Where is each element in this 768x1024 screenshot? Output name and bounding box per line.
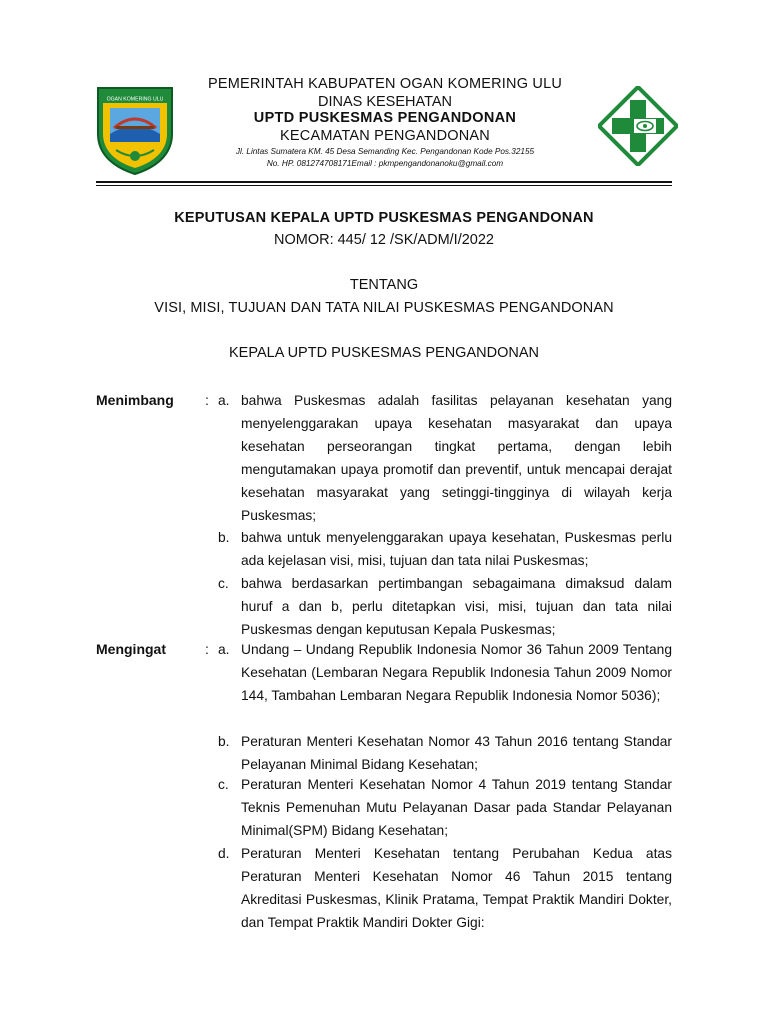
menimbang-colon: : [205, 392, 209, 408]
header-divider [96, 181, 672, 183]
regency-emblem-logo [94, 84, 176, 176]
decree-issuer: KEPALA UPTD PUSKESMAS PENGANDONAN [229, 345, 539, 361]
menimbang-item-a [218, 389, 672, 527]
mengingat-item-a [218, 638, 672, 707]
item-marker: b. [218, 530, 230, 545]
mengingat-colon: : [205, 641, 209, 657]
menimbang-item-b [218, 526, 672, 572]
mengingat-item-c [218, 773, 672, 842]
decree-heading: KEPUTUSAN KEPALA UPTD PUSKESMAS PENGANDONAN [174, 210, 594, 226]
item-text: Peraturan Menteri Kesehatan Nomor 4 Tahun 2019 tentang Standar Teknis Pemenuhan Mutu Pelayanan Dasar pada Standar Pelayanan Minimal(SPM) Bidang Kesehatan; [241, 777, 672, 838]
tentang-label: TENTANG [349, 277, 419, 293]
svg-text:OGAN KOMERING ULU: OGAN KOMERING ULU [106, 96, 164, 103]
menimbang-item-c [218, 572, 672, 641]
mengingat-item-d [218, 842, 672, 934]
item-text: Peraturan Menteri Kesehatan Nomor 43 Tahun 2016 tentang Standar Pelayanan Minimal Bidang Kesehatan; [241, 734, 672, 772]
mengingat-label: Mengingat [96, 641, 166, 657]
item-text: Undang – Undang Republik Indonesia Nomor 36 Tahun 2009 Tentang Kesehatan (Lembaran Negara Republik Indonesia Tahun 2009 Nomor 144, Tambahan Lembaran Negara Republik Indonesia Nomor 5036); [241, 642, 672, 703]
item-marker: a. [218, 642, 230, 657]
item-marker: d. [218, 846, 230, 861]
item-marker: c. [218, 576, 229, 591]
header-address: Jl. Lintas Sumatera KM. 45 Desa Semanding Kec. Pengandonan Kode Pos.32155 [235, 147, 535, 156]
item-marker: a. [218, 393, 230, 408]
puskesmas-cross-logo [598, 86, 678, 166]
mengingat-item-b [218, 730, 672, 776]
header-department: DINAS KESEHATAN [317, 94, 453, 110]
item-text: bahwa untuk menyelenggarakan upaya kesehatan, Puskesmas perlu ada kejelasan visi, misi, tujuan dan tata nilai Puskesmas; [241, 530, 672, 568]
decree-subject: VISI, MISI, TUJUAN DAN TATA NILAI PUSKESMAS PENGANDONAN [154, 300, 614, 316]
item-marker: b. [218, 734, 230, 749]
header-government: PEMERINTAH KABUPATEN OGAN KOMERING ULU [207, 76, 563, 92]
menimbang-label: Menimbang [96, 392, 174, 408]
item-text: Peraturan Menteri Kesehatan tentang Perubahan Kedua atas Peraturan Menteri Kesehatan Nomor 46 Tahun 2015 tentang Akreditasi Puskesmas, Klinik Pratama, Tempat Praktik Mandiri Dokter, dan Tempat Praktik Mandiri Dokter Gigi: [241, 846, 672, 930]
item-text: bahwa Puskesmas adalah fasilitas pelayanan kesehatan yang menyelenggarakan upaya kesehatan masyarakat dan upaya kesehatan perseorangan tingkat pertama, dengan lebih mengutamakan upaya promotif dan preventif, untuk mencapai derajat kesehatan masyarakat yang setinggi-tingginya di wilayah kerja Puskesmas; [241, 393, 672, 523]
header-contact: No. HP. 081274708171Email : pkmpengandonanoku@gmail.com [266, 159, 504, 168]
header-district: KECAMATAN PENGANDONAN [280, 128, 490, 144]
item-text: bahwa berdasarkan pertimbangan sebagaimana dimaksud dalam huruf a dan b, perlu ditetapkan visi, misi, tujuan dan tata nilai Puskesmas dengan keputusan Kepala Puskesmas; [241, 576, 672, 637]
item-marker: c. [218, 777, 229, 792]
decree-number: NOMOR: 445/ 12 /SK/ADM/I/2022 [273, 232, 494, 248]
header-institution: UPTD PUSKESMAS PENGANDONAN [253, 110, 517, 126]
header-divider-thin [96, 185, 672, 186]
